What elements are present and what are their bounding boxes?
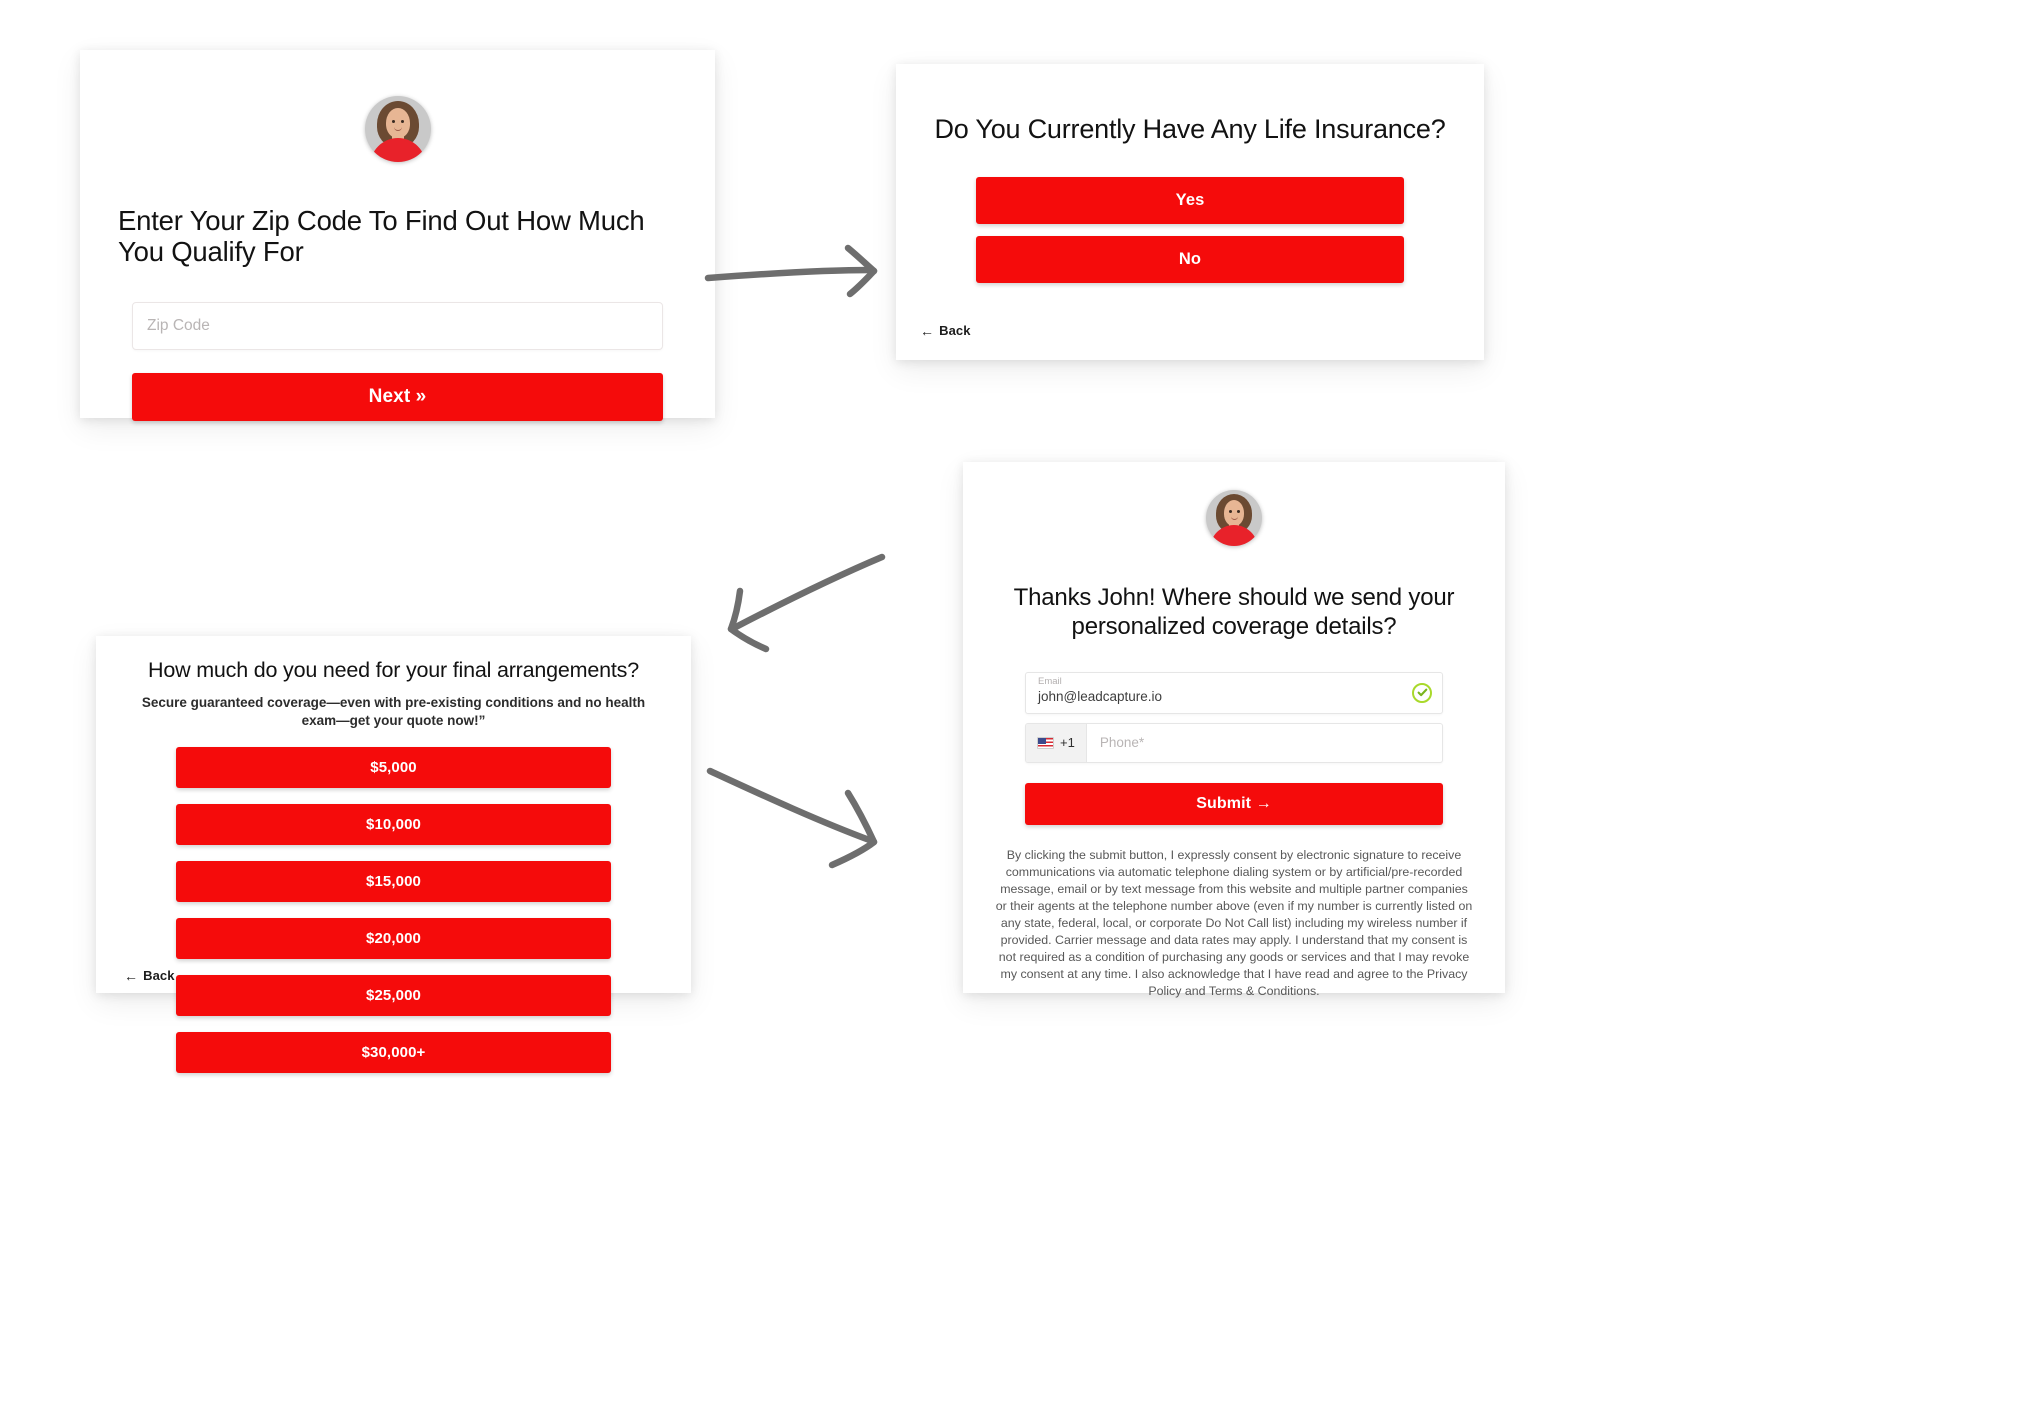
zip-card-header [80,96,715,162]
email-field-label: Email [1038,675,1062,687]
insurance-back-button[interactable] [920,323,971,338]
agent-avatar-icon [1206,490,1262,546]
consent-disclaimer: By clicking the submit button, I expressly consent by electronic signature to receive communications via automatic telephone dialing system or by artificial/pre-recorded message, email or by text message from this website and multiple partner companies or their agents at the telephone number above (even if my number is currently listed on any state, federal, local, or corporate Do Not Call list) including my wireless number if provided. Carrier message and data rates may apply. I understand that my consent is not required as a condition of purchasing any goods or services and that I may revoke my consent at any time. I also acknowledge that I have read and agree to the Privacy Policy and Terms & Conditions. [995,847,1473,999]
insurance-option-no[interactable]: No [976,236,1404,283]
contact-step-title: Thanks John! Where should we send your personalized coverage details? [1013,584,1455,640]
phone-field[interactable] [1025,723,1443,763]
step-card-insurance [896,64,1484,360]
insurance-options [976,177,1404,283]
email-field[interactable] [1025,672,1443,714]
us-flag-icon [1037,737,1054,749]
insurance-step-title: Do You Currently Have Any Life Insurance? [934,114,1446,144]
amount-option-15000[interactable]: $15,000 [176,861,611,902]
amounts-back-label: Back [143,968,175,983]
phone-country-selector[interactable] [1026,724,1087,762]
phone-input[interactable] [1087,724,1442,762]
amounts-back-button[interactable] [124,968,175,983]
agent-avatar-icon [365,96,431,162]
arrow-insurance-to-amounts-icon [700,545,920,655]
email-field-value: john@leadcapture.io [1038,689,1163,705]
zip-step-title: Enter Your Zip Code To Find Out How Much You Qualify For [118,205,645,267]
phone-country-code: +1 [1060,735,1075,751]
arrow-zip-to-insurance-icon [700,230,920,320]
submit-button[interactable]: Submit → [1025,783,1443,825]
back-arrow-icon: ← [920,322,935,339]
check-circle-icon [1412,683,1432,703]
insurance-back-label: Back [939,323,971,338]
arrow-amounts-to-contact-icon [700,755,920,895]
insurance-option-yes[interactable]: Yes [976,177,1404,224]
amount-option-10000[interactable]: $10,000 [176,804,611,845]
contact-fields [1025,672,1443,763]
amount-option-25000[interactable]: $25,000 [176,975,611,1016]
zip-next-button[interactable]: Next » [132,373,663,421]
amounts-step-subtitle: Secure guaranteed coverage—even with pre-existing conditions and no health exam—get your quote now!” [141,695,646,729]
amount-option-5000[interactable]: $5,000 [176,747,611,788]
zip-code-placeholder: Zip Code [147,316,210,334]
step-card-amounts [96,636,691,1062]
back-arrow-icon: ← [124,967,139,984]
amount-option-20000[interactable]: $20,000 [176,918,611,959]
amount-options [176,747,611,1073]
zip-code-input[interactable] [132,302,663,350]
phone-placeholder: Phone* [1099,735,1145,751]
step-card-contact [963,462,1505,999]
step-card-zip [80,50,715,418]
amounts-step-title: How much do you need for your final arrangements? [148,658,639,682]
amount-option-30000-plus[interactable]: $30,000+ [176,1032,611,1073]
